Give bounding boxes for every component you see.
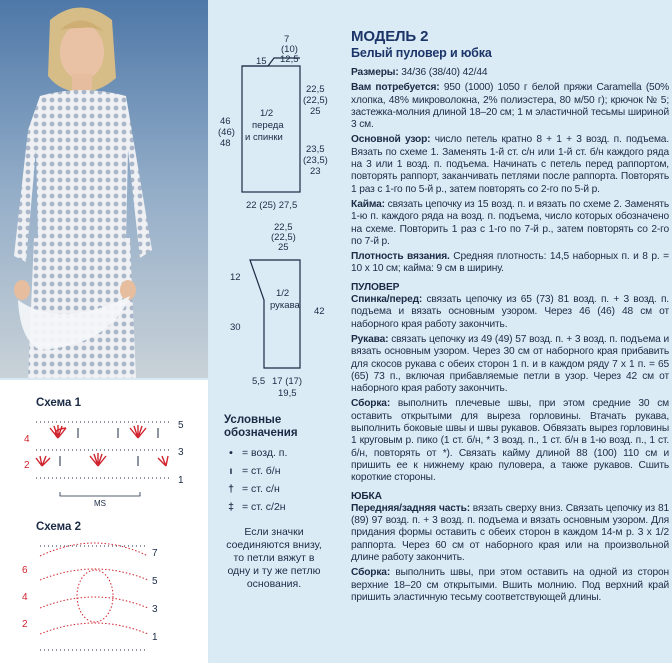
paragraph-label: Сборка:	[351, 398, 391, 410]
paragraph-text: связать цепочку из 65 (73) 81 возд. п. + 3 возд. п. подъема и вязать основным узором. Через 46 (46) 48 см от наборного края работу закончить.	[351, 294, 669, 330]
front-left-2: (46)	[218, 127, 235, 138]
front-top-right-2: (10)	[281, 44, 298, 55]
paragraph-label: Спинка/перед:	[351, 294, 423, 306]
legend-text: = возд. п.	[242, 446, 288, 459]
schema2-row-5: 5	[152, 576, 158, 587]
legend-symbol: •	[229, 446, 233, 459]
schema2-row-2: 2	[22, 619, 28, 630]
front-right-top-1: 22,5	[306, 84, 325, 95]
schema1-row-3: 3	[178, 447, 184, 458]
sleeve-label-word: рукава	[270, 300, 300, 311]
legend-note: Если значки соединяются внизу, то петли вяжут в одну и ту же петлю основания.	[226, 526, 322, 590]
legend-title: Условные обозначения	[224, 414, 298, 439]
model-photo	[0, 0, 208, 378]
paragraph-text: выполнить плечевые швы, при этом средние 30 см оставить открытыми для выреза горловины. Втачать рукава, выполнить боковые швы и швы рукавов. Обвязать вырез горловины 1 круговым р. пико (1 ст. б/н, * 3 возд. п., 1 ст. б/н в 1-ю возд. п., 1 ст. б/н, повторять от *). Связать кайму длиной 88 (100) 110 см и пришить ее к нижнему краю пуловера, а также рукавов. Сшить короткие стороны.	[351, 398, 669, 484]
schema2-row-3: 3	[152, 604, 158, 615]
schema1-ms: MS	[94, 499, 106, 508]
paragraph	[351, 251, 669, 276]
front-top-right-3: 12,5	[280, 54, 299, 65]
pattern-page	[210, 0, 672, 663]
paragraph	[351, 82, 669, 131]
legend-row	[224, 480, 344, 498]
paragraph-label: Вам потребуется:	[351, 82, 440, 94]
model-illustration	[0, 0, 208, 378]
legend-text: = ст. с/2н	[242, 500, 286, 513]
paragraph-label: Плотность вязания.	[351, 251, 450, 263]
size-diagrams	[210, 0, 352, 400]
front-top-right-1: 7	[284, 34, 290, 45]
front-right-top-3: 25	[310, 106, 321, 117]
schema2-row-1: 1	[152, 632, 158, 643]
model-title: МОДЕЛЬ 2	[351, 28, 429, 45]
paragraph-text: 34/36 (38/40) 42/44	[398, 67, 488, 78]
paragraph-label: Рукава:	[351, 333, 389, 345]
schema1-row-1: 1	[178, 475, 184, 486]
model-subtitle: Белый пуловер и юбка	[351, 46, 492, 60]
front-left-1: 46	[220, 116, 231, 127]
legend-text: = ст. б/н	[242, 464, 281, 477]
front-panel-label-b: и спинки	[245, 132, 283, 143]
legend-symbol: ı	[229, 464, 233, 477]
paragraph-text: Средняя плотность: 14,5 наборных п. и 8 р. = 10 х 10 см; кайма: 9 см в ширину.	[351, 251, 669, 275]
paragraph-text: 950 (1000) 1050 г белой пряжи Caramella (50% хлопка, 48% микроволокна, 2% полиэстера, 80 м/50 г); крючок № 5; застежка-молния длиной 18–20 см; 1 м эластичной тесьмы шириной 3 см.	[351, 82, 670, 131]
paragraph-text: вязать сверху вниз. Связать цепочку из 81 (89) 97 возд. п. + 3 возд. п. подъема и вязать основным узором. Для придания формы оставить с обеих сторон в каждом 14-м р. 3 х 1/2 раппорта. Через 60 см от наборного края или на произвольной длине работу закончить.	[351, 502, 669, 563]
legend-row	[224, 444, 344, 462]
paragraph-label: Сборка:	[351, 567, 391, 579]
paragraph	[351, 398, 669, 484]
front-bottom: 22 (25) 27,5	[246, 200, 298, 211]
schema1-title: Схема 1	[36, 397, 82, 409]
front-right-bottom-1: 23,5	[306, 144, 325, 155]
sleeve-bottom-1: 5,5	[252, 376, 266, 387]
schemes-drawing	[0, 380, 208, 663]
instructions	[351, 28, 669, 607]
paragraph	[351, 294, 669, 331]
legend-row	[224, 462, 344, 480]
front-top-left: 15	[256, 56, 267, 67]
front-right-bottom-2: (23,5)	[303, 155, 328, 166]
legend	[224, 414, 344, 591]
schema2-row-6: 6	[22, 565, 28, 576]
front-right-bottom-3: 23	[310, 166, 321, 177]
schema2-row-7: 7	[152, 548, 158, 559]
paragraph-text: число петель кратно 8 + 1 + 3 возд. п. подъема. Вязать по схеме 1. Заменять 1-й ст. с/н или 1-й ст. б/н каждого ряда на 3 или 1 возд. п. подъема. Начинать с петель перед раппортом, повторять раппорт, заканчивать петлями после раппорта. Повторять 1 раз с 1-го по 5-й р., затем повторять со 2-го по 5-й р.	[351, 134, 669, 195]
sleeve-top-1: 22,5	[274, 222, 293, 233]
front-right-top-2: (22,5)	[303, 95, 328, 106]
schema1-row-2: 2	[24, 460, 30, 471]
paragraph-label: Передняя/задняя часть:	[351, 502, 470, 514]
sleeve-bottom-3: 19,5	[278, 388, 297, 399]
schema2-title: Схема 2	[36, 521, 82, 533]
legend-row	[224, 498, 344, 516]
sleeve-label-frac: 1/2	[276, 288, 290, 299]
legend-symbol: †	[228, 482, 234, 495]
paragraph-label: Основной узор:	[351, 134, 431, 146]
sleeve-left-upper: 12	[230, 272, 241, 283]
front-panel-label-frac: 1/2	[260, 108, 274, 119]
paragraph	[351, 199, 669, 248]
schema1-row-4: 4	[24, 434, 30, 445]
sleeve-bottom-2: 17 (17)	[272, 376, 303, 387]
paragraph	[351, 67, 669, 79]
paragraph-label: Размеры:	[351, 67, 399, 78]
front-panel-label-a: переда	[252, 120, 284, 131]
sleeve-left-lower: 30	[230, 322, 241, 333]
skirt-heading: ЮБКА	[351, 490, 382, 502]
paragraph	[351, 334, 669, 395]
paragraph-text: связать цепочку из 15 возд. п. и вязать по схеме 2. Заменять 1-ю п. каждого ряда на возд. п. подъема, число которых обозначено на схеме. Повторить 1 раз с 1-го по 7-й р., затем повторять со 2-го по 7-й р.	[351, 198, 669, 247]
paragraph	[351, 567, 669, 604]
sleeve-top-3: 25	[278, 242, 289, 253]
schema1-row-5: 5	[178, 420, 184, 431]
sleeve-top-2: (22,5)	[271, 232, 296, 243]
pullover-heading: ПУЛОВЕР	[351, 281, 400, 293]
stitch-schemes	[0, 380, 208, 663]
front-left-3: 48	[220, 138, 231, 149]
schema2-row-4: 4	[22, 592, 28, 603]
paragraph-text: выполнить швы, при этом оставить на одной из сторон верхние 18–20 см открытыми. Вшить молнию. Под верхний край пришить эластичную тесьму соответствующей длины.	[351, 567, 669, 603]
size-diagrams-svg	[210, 0, 352, 400]
paragraph-text: связать цепочку из 49 (49) 57 возд. п. + 3 возд. п. подъема и вязать основным узором. Через 30 см от наборного края прибавить для скосов рукава с обеих сторон 1 п. и в каждом ряду 7 х 1 п. = 65 (65) 73 п., включая прибавляемые петли в узор. Через 42 см от наборного края работу закончить.	[351, 333, 669, 395]
paragraph-label: Кайма:	[351, 198, 385, 210]
legend-symbol: ‡	[228, 500, 234, 513]
legend-text: = ст. с/н	[242, 482, 280, 495]
sleeve-right: 42	[314, 306, 325, 317]
paragraph	[351, 134, 669, 195]
paragraph	[351, 503, 669, 564]
